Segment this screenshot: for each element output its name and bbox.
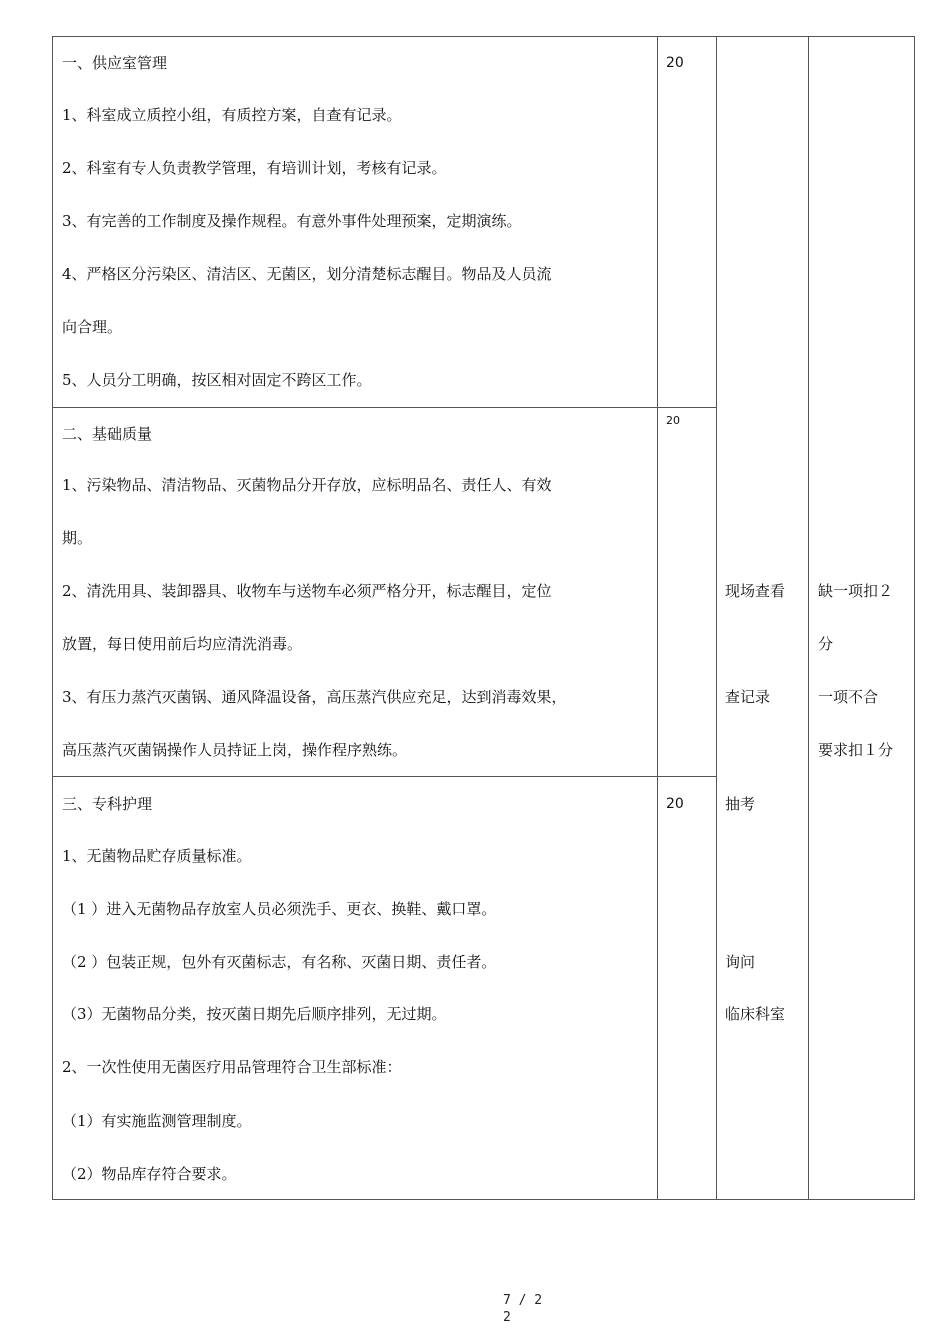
section-item: 3、有完善的工作制度及操作规程。有意外事件处理预案，定期演练。 (62, 212, 522, 230)
section-item: 4、严格区分污染区、清洁区、无菌区，划分清楚标志醒目。物品及人员流 (62, 265, 552, 283)
section-heading: 一、供应室管理 (62, 54, 168, 72)
section-item: 3、有压力蒸汽灭菌锅、通风降温设备，高压蒸汽供应充足，达到消毒效果， (62, 688, 567, 706)
section-item: （1）有实施监测管理制度。 (62, 1112, 252, 1130)
section-item: 1、科室成立质控小组，有质控方案，自查有记录。 (62, 106, 402, 124)
section-item: 1、无菌物品贮存质量标准。 (62, 847, 252, 865)
section-heading: 三、专科护理 (62, 795, 153, 813)
section-item: 2、清洗用具、装卸器具、收物车与送物车必须严格分开，标志醒目，定位 (62, 582, 552, 600)
section-item: 5、人员分工明确，按区相对固定不跨区工作。 (62, 371, 372, 389)
table-bottom-border (52, 1199, 915, 1200)
section-item: 2、科室有专人负责教学管理，有培训计划，考核有记录。 (62, 159, 447, 177)
page-number-line: 7 / 2 (503, 1293, 543, 1308)
method-item: 临床科室 (725, 1005, 786, 1023)
table-left-border (52, 36, 53, 1200)
page-number (503, 1292, 542, 1326)
table-right-border (914, 36, 915, 1200)
section-item: 期。 (62, 529, 93, 547)
section-item: 1、污染物品、清洁物品、灭菌物品分开存放，应标明品名、责任人、有效 (62, 476, 552, 494)
method-item: 现场查看 (725, 582, 786, 600)
section-item: 向合理。 (62, 318, 123, 336)
table-top-border (52, 36, 915, 37)
method-item: 询问 (725, 953, 756, 971)
section-item: （2 ）包装正规，包外有灭菌标志，有名称、灭菌日期、责任者。 (62, 953, 497, 971)
section-item: （1 ）进入无菌物品存放室人员必须洗手、更衣、换鞋、戴口罩。 (62, 900, 497, 918)
column-divider-content-score (657, 36, 658, 1200)
section-item: 高压蒸汽灭菌锅操作人员持证上岗，操作程序熟练。 (62, 741, 408, 759)
row-divider-1 (52, 407, 717, 408)
section-item: （3）无菌物品分类，按灭菌日期先后顺序排列，无过期。 (62, 1005, 447, 1023)
page-number-line: 2 (503, 1310, 511, 1325)
column-divider-method-deduction (808, 36, 809, 1200)
deduction-line: 一项不合 (818, 688, 879, 706)
method-item: 查记录 (725, 688, 771, 706)
section-2-score: 20 (666, 414, 680, 427)
section-3-score: 20 (666, 796, 684, 812)
method-item: 抽考 (725, 795, 756, 813)
section-item: 2、一次性使用无菌医疗用品管理符合卫生部标准： (62, 1058, 402, 1076)
section-1-score: 20 (666, 55, 684, 71)
standards-table (52, 36, 915, 1200)
deduction-line: 缺一项扣２ (818, 582, 894, 600)
column-divider-score-method (716, 36, 717, 1200)
row-divider-2 (52, 776, 717, 777)
section-item: （2）物品库存符合要求。 (62, 1165, 237, 1183)
deduction-line: 分 (818, 635, 834, 653)
deduction-line: 要求扣１分 (818, 741, 894, 759)
section-heading: 二、基础质量 (62, 425, 153, 443)
section-item: 放置，每日使用前后均应清洗消毒。 (62, 635, 303, 653)
